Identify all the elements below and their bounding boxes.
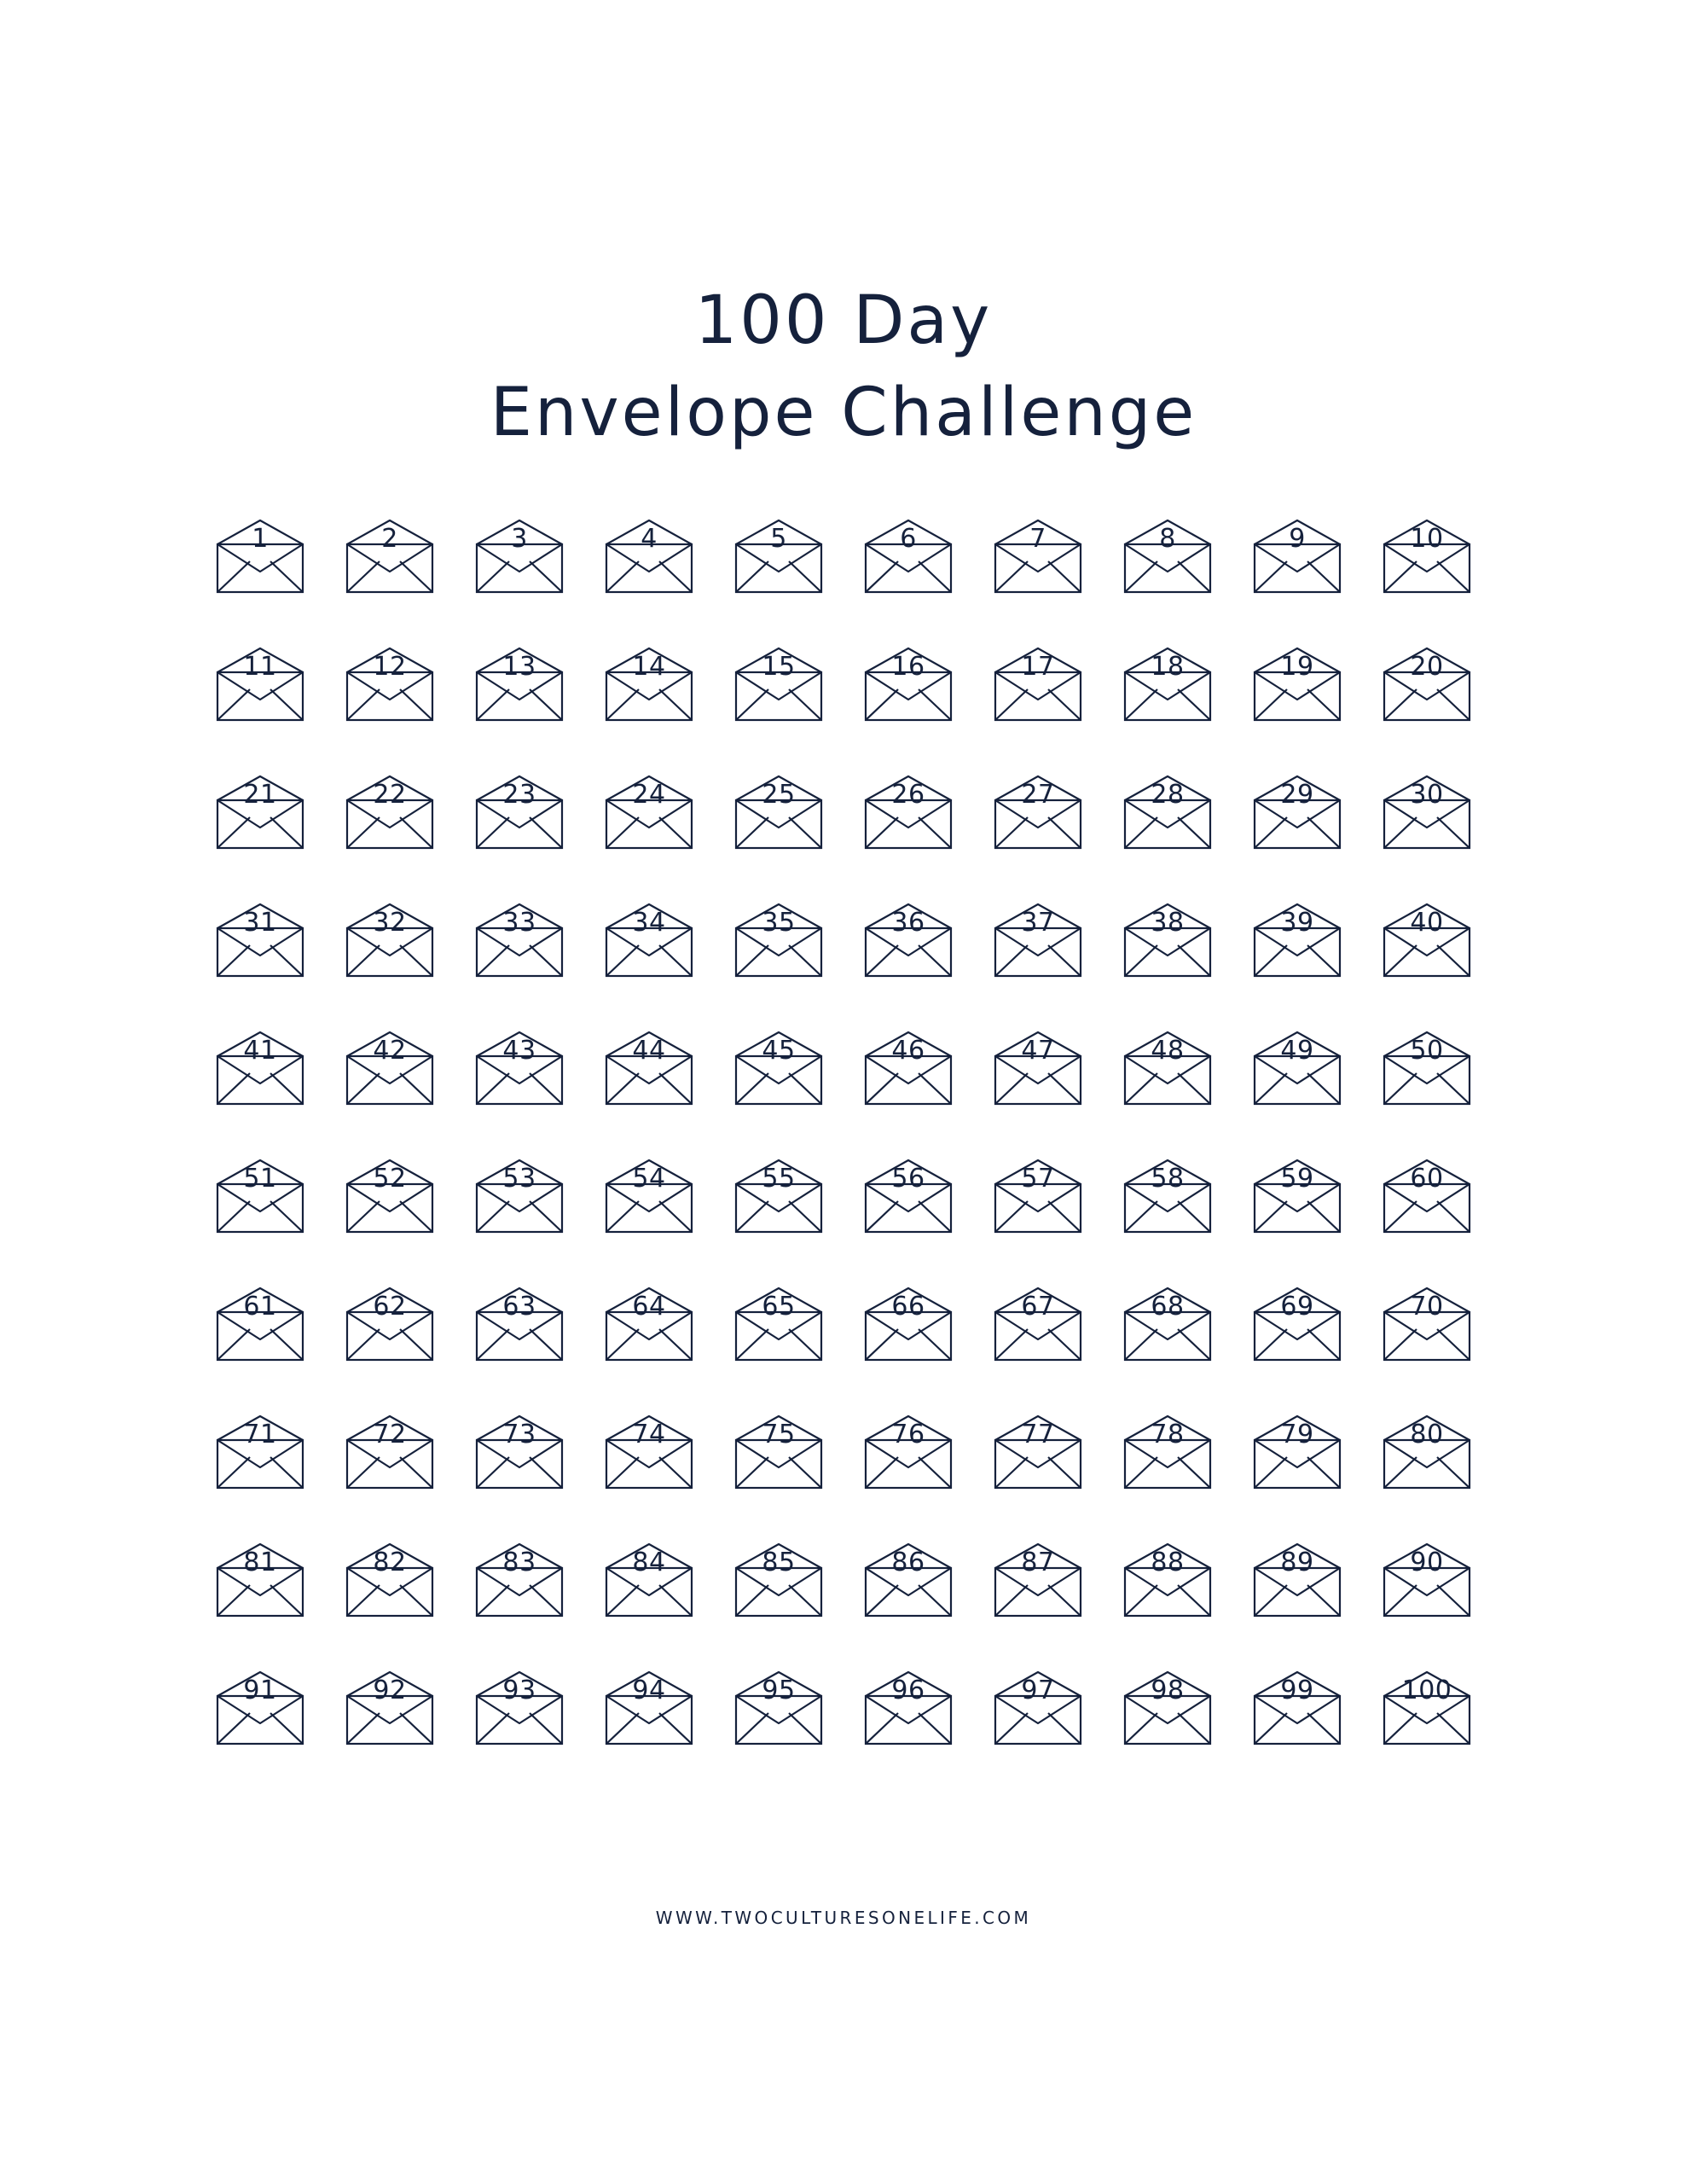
envelope-number: 61 (243, 1292, 277, 1322)
envelope-number: 90 (1410, 1548, 1444, 1578)
envelope-item[interactable] (1244, 1670, 1350, 1749)
envelope-number: 56 (891, 1164, 925, 1194)
envelope-item[interactable] (207, 1670, 313, 1749)
envelope-number: 50 (1410, 1036, 1444, 1066)
envelope-number: 39 (1280, 908, 1314, 938)
envelope-number: 83 (502, 1548, 536, 1578)
envelope-item[interactable] (467, 1542, 572, 1621)
envelope-item[interactable] (467, 775, 572, 853)
envelope-item[interactable] (1115, 519, 1220, 597)
envelope-item[interactable] (596, 775, 702, 853)
envelope-number: 79 (1280, 1420, 1314, 1450)
envelope-item[interactable] (985, 1670, 1091, 1749)
envelope-item[interactable] (726, 1159, 832, 1237)
envelope-number: 62 (373, 1292, 407, 1322)
envelope-item[interactable] (1374, 519, 1480, 597)
envelope-number: 24 (632, 780, 666, 810)
envelope-item[interactable] (1115, 1414, 1220, 1493)
envelope-item[interactable] (207, 1287, 313, 1365)
envelope-number: 98 (1151, 1676, 1185, 1706)
envelope-number: 51 (243, 1164, 277, 1194)
envelope-item[interactable] (467, 1031, 572, 1109)
envelope-item[interactable] (1115, 903, 1220, 981)
envelope-item[interactable] (337, 1159, 443, 1237)
envelope-number: 25 (762, 780, 796, 810)
envelope-item[interactable] (855, 1031, 961, 1109)
envelope-number: 80 (1410, 1420, 1444, 1450)
envelope-item[interactable] (855, 1670, 961, 1749)
envelope-item[interactable] (467, 1159, 572, 1237)
footer-website: WWW.TWOCULTURESONELIFE.COM (655, 1908, 1032, 1928)
envelope-number: 2 (381, 524, 398, 555)
envelope-number: 32 (373, 908, 407, 938)
envelope-number: 53 (502, 1164, 536, 1194)
envelope-number: 44 (632, 1036, 666, 1066)
envelope-number: 9 (1289, 524, 1306, 555)
envelope-item[interactable] (985, 1159, 1091, 1237)
envelope-item[interactable] (726, 647, 832, 725)
envelope-number: 41 (243, 1036, 277, 1066)
envelope-number: 13 (502, 652, 536, 682)
envelope-number: 100 (1401, 1676, 1452, 1706)
envelope-item[interactable] (1374, 1542, 1480, 1621)
page-title-line-1: 100 Day (694, 282, 993, 359)
envelope-item[interactable] (1244, 903, 1350, 981)
envelope-item[interactable] (726, 903, 832, 981)
envelope-number: 1 (252, 524, 269, 555)
envelope-item[interactable] (337, 647, 443, 725)
envelope-number: 3 (511, 524, 528, 555)
envelope-item[interactable] (985, 1414, 1091, 1493)
envelope-item[interactable] (726, 1414, 832, 1493)
envelope-item[interactable] (985, 1287, 1091, 1365)
envelope-number: 87 (1021, 1548, 1055, 1578)
envelope-number: 14 (632, 652, 666, 682)
envelope-item[interactable] (1115, 1542, 1220, 1621)
envelope-item[interactable] (337, 1287, 443, 1365)
envelope-item[interactable] (855, 1542, 961, 1621)
envelope-number: 18 (1151, 652, 1185, 682)
envelope-item[interactable] (207, 519, 313, 597)
envelope-grid (195, 519, 1492, 1749)
envelope-item[interactable] (985, 1031, 1091, 1109)
envelope-number: 78 (1151, 1420, 1185, 1450)
envelope-item[interactable] (337, 903, 443, 981)
envelope-item[interactable] (207, 647, 313, 725)
envelope-item[interactable] (985, 519, 1091, 597)
envelope-number: 74 (632, 1420, 666, 1450)
envelope-item[interactable] (1115, 1159, 1220, 1237)
envelope-number: 54 (632, 1164, 666, 1194)
envelope-item[interactable] (1374, 903, 1480, 981)
envelope-number: 38 (1151, 908, 1185, 938)
envelope-item[interactable] (596, 1159, 702, 1237)
envelope-number: 86 (891, 1548, 925, 1578)
envelope-number: 66 (891, 1292, 925, 1322)
envelope-item[interactable] (337, 519, 443, 597)
envelope-number: 16 (891, 652, 925, 682)
envelope-item[interactable] (1244, 1414, 1350, 1493)
envelope-number: 27 (1021, 780, 1055, 810)
envelope-item[interactable] (726, 519, 832, 597)
envelope-item[interactable] (1244, 1159, 1350, 1237)
envelope-number: 89 (1280, 1548, 1314, 1578)
envelope-number: 37 (1021, 908, 1055, 938)
envelope-number: 60 (1410, 1164, 1444, 1194)
envelope-number: 55 (762, 1164, 796, 1194)
envelope-item[interactable] (1244, 1031, 1350, 1109)
envelope-item[interactable] (985, 903, 1091, 981)
envelope-item[interactable] (985, 647, 1091, 725)
envelope-number: 58 (1151, 1164, 1185, 1194)
envelope-number: 65 (762, 1292, 796, 1322)
envelope-number: 52 (373, 1164, 407, 1194)
envelope-item[interactable] (985, 1542, 1091, 1621)
envelope-number: 81 (243, 1548, 277, 1578)
envelope-number: 96 (891, 1676, 925, 1706)
envelope-number: 47 (1021, 1036, 1055, 1066)
envelope-number: 15 (762, 652, 796, 682)
envelope-item[interactable] (207, 903, 313, 981)
envelope-number: 84 (632, 1548, 666, 1578)
envelope-item[interactable] (1374, 1287, 1480, 1365)
envelope-number: 72 (373, 1420, 407, 1450)
envelope-number: 31 (243, 908, 277, 938)
envelope-number: 48 (1151, 1036, 1185, 1066)
envelope-number: 7 (1029, 524, 1046, 555)
envelope-number: 28 (1151, 780, 1185, 810)
envelope-item[interactable] (467, 1287, 572, 1365)
envelope-number: 70 (1410, 1292, 1444, 1322)
envelope-item[interactable] (726, 1031, 832, 1109)
envelope-number: 36 (891, 908, 925, 938)
envelope-number: 22 (373, 780, 407, 810)
envelope-item[interactable] (207, 1414, 313, 1493)
envelope-number: 73 (502, 1420, 536, 1450)
envelope-number: 94 (632, 1676, 666, 1706)
envelope-item[interactable] (855, 1414, 961, 1493)
envelope-item[interactable] (467, 647, 572, 725)
envelope-number: 4 (641, 524, 658, 555)
envelope-number: 35 (762, 908, 796, 938)
envelope-number: 21 (243, 780, 277, 810)
envelope-item[interactable] (1115, 647, 1220, 725)
envelope-number: 29 (1280, 780, 1314, 810)
envelope-item[interactable] (1374, 647, 1480, 725)
envelope-number: 59 (1280, 1164, 1314, 1194)
envelope-number: 43 (502, 1036, 536, 1066)
envelope-number: 92 (373, 1676, 407, 1706)
page-title-line-2: Envelope Challenge (490, 375, 1197, 452)
envelope-number: 85 (762, 1548, 796, 1578)
envelope-number: 69 (1280, 1292, 1314, 1322)
envelope-number: 64 (632, 1292, 666, 1322)
envelope-number: 10 (1410, 524, 1444, 555)
envelope-item[interactable] (337, 1031, 443, 1109)
envelope-item[interactable] (855, 519, 961, 597)
envelope-number: 97 (1021, 1676, 1055, 1706)
envelope-item[interactable] (467, 519, 572, 597)
envelope-item[interactable] (596, 903, 702, 981)
envelope-number: 19 (1280, 652, 1314, 682)
envelope-item[interactable] (596, 1670, 702, 1749)
envelope-number: 75 (762, 1420, 796, 1450)
envelope-number: 67 (1021, 1292, 1055, 1322)
envelope-item[interactable] (1115, 1287, 1220, 1365)
envelope-number: 8 (1159, 524, 1176, 555)
envelope-item[interactable] (1374, 1159, 1480, 1237)
envelope-item[interactable] (596, 1414, 702, 1493)
envelope-number: 40 (1410, 908, 1444, 938)
envelope-number: 5 (770, 524, 787, 555)
envelope-item[interactable] (207, 1159, 313, 1237)
envelope-item[interactable] (726, 1287, 832, 1365)
envelope-item[interactable] (1244, 1542, 1350, 1621)
envelope-number: 95 (762, 1676, 796, 1706)
envelope-item[interactable] (1115, 1031, 1220, 1109)
envelope-item[interactable] (726, 1670, 832, 1749)
envelope-number: 63 (502, 1292, 536, 1322)
envelope-number: 42 (373, 1036, 407, 1066)
envelope-number: 71 (243, 1420, 277, 1450)
envelope-item[interactable] (337, 1414, 443, 1493)
envelope-number: 68 (1151, 1292, 1185, 1322)
envelope-item[interactable] (596, 1031, 702, 1109)
envelope-item[interactable] (337, 1542, 443, 1621)
envelope-number: 46 (891, 1036, 925, 1066)
envelope-number: 49 (1280, 1036, 1314, 1066)
envelope-item[interactable] (985, 775, 1091, 853)
envelope-item[interactable] (1244, 647, 1350, 725)
envelope-item[interactable] (855, 1159, 961, 1237)
envelope-number: 30 (1410, 780, 1444, 810)
envelope-item[interactable] (726, 775, 832, 853)
envelope-item[interactable] (1244, 775, 1350, 853)
envelope-item[interactable] (337, 775, 443, 853)
envelope-item[interactable] (596, 1287, 702, 1365)
envelope-number: 17 (1021, 652, 1055, 682)
envelope-item[interactable] (467, 1670, 572, 1749)
envelope-number: 82 (373, 1548, 407, 1578)
envelope-item[interactable] (1244, 1287, 1350, 1365)
envelope-number: 12 (373, 652, 407, 682)
envelope-item[interactable] (596, 647, 702, 725)
envelope-item[interactable] (855, 903, 961, 981)
envelope-item[interactable] (467, 903, 572, 981)
envelope-item[interactable] (1244, 519, 1350, 597)
envelope-number: 11 (243, 652, 277, 682)
envelope-item[interactable] (1115, 775, 1220, 853)
envelope-item[interactable] (1374, 1031, 1480, 1109)
envelope-number: 77 (1021, 1420, 1055, 1450)
envelope-item[interactable] (1374, 1670, 1480, 1749)
envelope-item[interactable] (207, 775, 313, 853)
envelope-number: 26 (891, 780, 925, 810)
envelope-number: 34 (632, 908, 666, 938)
title-block (0, 0, 1687, 452)
envelope-item[interactable] (855, 1287, 961, 1365)
envelope-item[interactable] (596, 519, 702, 597)
envelope-number: 88 (1151, 1548, 1185, 1578)
envelope-item[interactable] (207, 1031, 313, 1109)
envelope-number: 6 (900, 524, 917, 555)
envelope-number: 20 (1410, 652, 1444, 682)
envelope-item[interactable] (1374, 775, 1480, 853)
envelope-number: 76 (891, 1420, 925, 1450)
envelope-item[interactable] (596, 1542, 702, 1621)
envelope-number: 99 (1280, 1676, 1314, 1706)
envelope-number: 57 (1021, 1164, 1055, 1194)
envelope-number: 33 (502, 908, 536, 938)
envelope-number: 45 (762, 1036, 796, 1066)
envelope-item[interactable] (726, 1542, 832, 1621)
envelope-number: 93 (502, 1676, 536, 1706)
envelope-item[interactable] (337, 1670, 443, 1749)
envelope-item[interactable] (467, 1414, 572, 1493)
envelope-item[interactable] (207, 1542, 313, 1621)
envelope-item[interactable] (855, 647, 961, 725)
envelope-number: 23 (502, 780, 536, 810)
envelope-item[interactable] (1374, 1414, 1480, 1493)
envelope-item[interactable] (855, 775, 961, 853)
envelope-number: 91 (243, 1676, 277, 1706)
envelope-item[interactable] (1115, 1670, 1220, 1749)
